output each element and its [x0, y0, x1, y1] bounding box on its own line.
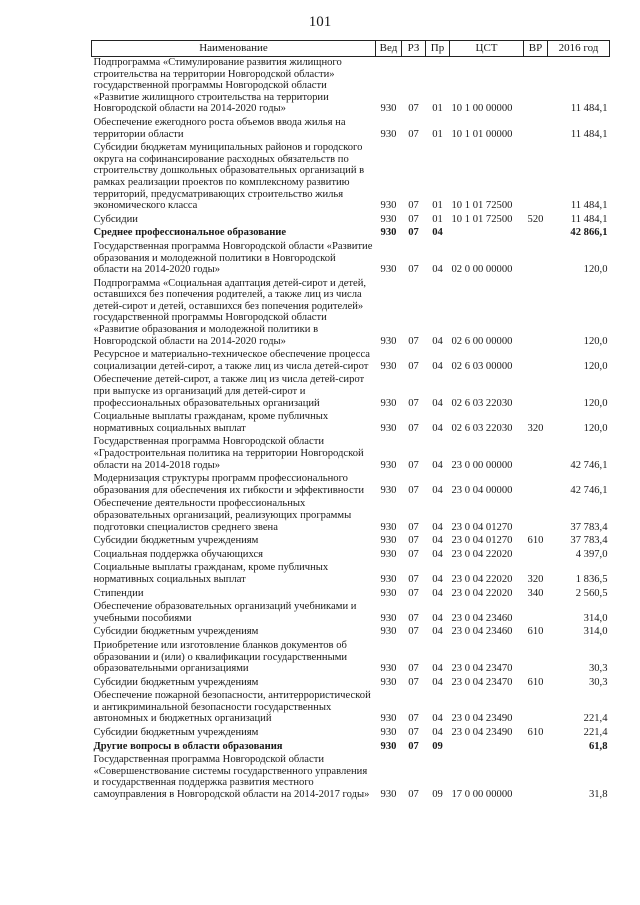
row-pr: 04	[432, 713, 443, 725]
row-cst: 17 0 00 00000	[451, 789, 513, 801]
row-ved: 930	[380, 676, 397, 688]
row-vr: 320	[527, 573, 544, 585]
row-ved: 930	[380, 484, 397, 496]
row-amount: 120,0	[583, 360, 608, 372]
page-number: 101	[308, 14, 332, 30]
header-pr: Пр	[426, 41, 450, 57]
row-vr: 320	[527, 422, 544, 434]
row-amount: 221,4	[583, 727, 608, 739]
table-header	[92, 41, 610, 57]
row-rz: 07	[408, 535, 419, 547]
row-rz: 07	[408, 103, 419, 115]
row-cst: 02 6 00 00000	[451, 335, 513, 347]
row-ved: 930	[380, 335, 397, 347]
row-vr	[524, 117, 548, 142]
row-amount: 221,4	[583, 713, 608, 725]
row-pr: 04	[432, 264, 443, 276]
row-amount: 11 484,1	[570, 128, 608, 140]
row-name: Стипендии	[93, 587, 144, 599]
row-ved: 930	[380, 459, 397, 471]
row-amount: 30,3	[588, 663, 608, 675]
table-row	[92, 626, 610, 640]
row-name: Государственная программа Новгородской области «Совершенствование системы государственного управления и государственная поддержка развития местного самоуправления в Новгородской области на 2014-2017 годы»	[93, 754, 370, 801]
table-row	[92, 549, 610, 563]
row-cst	[450, 227, 524, 241]
row-amount: 314,0	[583, 626, 608, 638]
row-rz: 07	[408, 227, 419, 239]
section-row	[92, 227, 610, 241]
table-row	[92, 473, 610, 498]
row-ved: 930	[380, 789, 397, 801]
row-pr: 04	[432, 626, 443, 638]
row-cst: 02 6 03 00000	[451, 360, 513, 372]
row-vr	[524, 349, 548, 374]
row-cst: 23 0 04 22020	[451, 587, 513, 599]
row-name: Государственная программа Новгородской области «Развитие образования и молодежной политики в Новгородской области на 2014-2020 годы»	[93, 240, 373, 276]
row-pr: 04	[432, 727, 443, 739]
table-row	[92, 640, 610, 677]
row-name: Обеспечение пожарной безопасности, антитеррористической и антикриминальной безопасности государственных автономных и бюджетных организаций	[93, 690, 371, 725]
section-row	[92, 741, 610, 755]
row-amount: 42 866,1	[570, 227, 608, 239]
row-rz: 07	[408, 397, 419, 409]
row-pr: 04	[432, 360, 443, 372]
row-name: Модернизация структуры программ профессионального образования для обеспечения их гибкости и эффективности	[93, 473, 364, 496]
row-rz: 07	[408, 573, 419, 585]
row-rz: 07	[408, 335, 419, 347]
row-vr	[524, 690, 548, 727]
row-cst: 23 0 04 01270	[451, 521, 513, 533]
table-row	[92, 411, 610, 436]
row-rz: 07	[408, 713, 419, 725]
row-amount: 37 783,4	[570, 521, 608, 533]
row-pr: 04	[432, 663, 443, 675]
row-cst: 23 0 04 23490	[451, 727, 513, 739]
row-amount: 120,0	[583, 422, 608, 434]
row-ved: 930	[380, 227, 397, 239]
row-vr: 610	[527, 626, 544, 638]
row-pr: 04	[432, 484, 443, 496]
row-rz: 07	[408, 484, 419, 496]
row-pr: 04	[432, 573, 443, 585]
row-vr: 610	[527, 535, 544, 547]
header-cst: ЦСТ	[450, 41, 524, 57]
row-ved: 930	[380, 397, 397, 409]
row-rz: 07	[408, 521, 419, 533]
row-vr	[524, 436, 548, 473]
row-amount: 11 484,1	[570, 103, 608, 115]
row-amount: 61,8	[588, 740, 608, 752]
row-cst: 23 0 04 23490	[451, 713, 513, 725]
row-name: Субсидии бюджетам муниципальных районов и городского округа на софинансирование расходных обязательств по строительству дошкольных образовательных организаций в рамках реализации проектов по комплексному развитию территорий, предусматривающих строительство жилья экономического класса	[93, 142, 365, 212]
row-amount: 314,0	[583, 612, 608, 624]
table-row	[92, 498, 610, 535]
row-name: Субсидии бюджетным учреждениям	[93, 727, 259, 739]
row-rz: 07	[408, 264, 419, 276]
row-name: Субсидии бюджетным учреждениям	[93, 676, 259, 688]
row-pr: 04	[432, 676, 443, 688]
row-ved: 930	[380, 740, 397, 752]
row-amount: 2 560,5	[575, 587, 608, 599]
row-vr	[524, 640, 548, 677]
row-cst: 23 0 04 23470	[451, 676, 513, 688]
row-amount: 31,8	[588, 789, 608, 801]
row-rz: 07	[408, 459, 419, 471]
row-cst: 02 0 00 00000	[451, 264, 513, 276]
row-ved: 930	[380, 573, 397, 585]
budget-table	[91, 40, 610, 803]
row-name: Ресурсное и материально-техническое обеспечение процесса социализации детей-сирот, а также лиц из числа детей-сирот	[93, 349, 370, 372]
row-amount: 30,3	[588, 676, 608, 688]
row-cst: 02 6 03 22030	[451, 397, 513, 409]
row-cst: 23 0 04 23460	[451, 626, 513, 638]
row-cst	[450, 741, 524, 755]
row-name: Приобретение или изготовление бланков документов об образовании и (или) о квалификации государственными образовательными организациями	[93, 639, 348, 675]
row-amount: 42 746,1	[570, 484, 608, 496]
row-rz: 07	[408, 128, 419, 140]
row-amount: 1 836,5	[575, 573, 608, 585]
row-cst: 23 0 04 00000	[451, 484, 513, 496]
table-row	[92, 214, 610, 228]
row-vr: 520	[527, 213, 544, 225]
row-vr: 340	[527, 587, 544, 599]
row-amount: 42 746,1	[570, 459, 608, 471]
row-amount: 37 783,4	[570, 535, 608, 547]
row-ved: 930	[380, 548, 397, 560]
row-pr: 01	[432, 213, 443, 225]
row-cst: 23 0 00 00000	[451, 459, 513, 471]
table-body	[92, 57, 610, 803]
row-ved: 930	[380, 200, 397, 212]
row-name: Субсидии бюджетным учреждениям	[93, 626, 259, 638]
table-row	[92, 601, 610, 626]
row-name: Обеспечение деятельности профессиональных образовательных организаций, реализующих программы подготовки специалистов среднего звена	[93, 498, 352, 533]
row-ved: 930	[380, 521, 397, 533]
row-pr: 04	[432, 548, 443, 560]
row-pr: 09	[432, 740, 443, 752]
row-pr: 09	[432, 789, 443, 801]
table-row	[92, 117, 610, 142]
row-ved: 930	[380, 535, 397, 547]
row-pr: 04	[432, 521, 443, 533]
row-cst: 10 1 01 00000	[451, 128, 513, 140]
row-name: Другие вопросы в области образования	[93, 740, 283, 752]
row-pr: 01	[432, 128, 443, 140]
row-vr	[524, 57, 548, 117]
row-ved: 930	[380, 422, 397, 434]
row-name: Среднее профессиональное образование	[93, 227, 287, 239]
row-pr: 04	[432, 422, 443, 434]
row-rz: 07	[408, 422, 419, 434]
table-row	[92, 588, 610, 602]
header-vr: ВР	[524, 41, 548, 57]
row-amount: 11 484,1	[570, 200, 608, 212]
table-row	[92, 241, 610, 278]
row-pr: 04	[432, 459, 443, 471]
row-name: Государственная программа Новгородской области «Градостроительная политика на территории Новгородской области на 2014-2018 годы»	[93, 436, 364, 471]
row-name: Субсидии бюджетным учреждениям	[93, 535, 259, 547]
row-name: Субсидии	[93, 213, 138, 225]
row-vr	[524, 754, 548, 802]
row-cst: 02 6 03 22030	[451, 422, 513, 434]
row-rz: 07	[408, 200, 419, 212]
row-name: Социальные выплаты гражданам, кроме публичных нормативных социальных выплат	[93, 411, 329, 434]
row-pr: 04	[432, 612, 443, 624]
row-vr	[524, 241, 548, 278]
row-pr: 04	[432, 227, 443, 239]
row-rz: 07	[408, 548, 419, 560]
row-vr	[524, 549, 548, 563]
row-vr	[524, 601, 548, 626]
table-row	[92, 349, 610, 374]
header-name: Наименование	[92, 41, 376, 57]
row-amount: 120,0	[583, 264, 608, 276]
row-vr	[524, 227, 548, 241]
row-name: Обеспечение ежегодного роста объемов ввода жилья на территории области	[93, 116, 346, 140]
row-pr: 01	[432, 200, 443, 212]
row-rz: 07	[408, 587, 419, 599]
row-ved: 930	[380, 663, 397, 675]
row-rz: 07	[408, 626, 419, 638]
row-rz: 07	[408, 360, 419, 372]
row-cst: 10 1 00 00000	[451, 103, 513, 115]
row-ved: 930	[380, 713, 397, 725]
row-cst: 23 0 04 23460	[451, 612, 513, 624]
row-name: Обеспечение детей-сирот, а также лиц из числа детей-сирот при выпуске из организаций для детей-сирот и профессиональных образовательных организаций	[93, 374, 365, 409]
table-row	[92, 374, 610, 411]
row-cst: 10 1 01 72500	[451, 213, 513, 225]
row-pr: 04	[432, 397, 443, 409]
row-name: Подпрограмма «Стимулирование развития жилищного строительства на территории Новгородской области» государственной программы Новгородской области «Развитие жилищного строительства на территории Новгородской области на 2014-2020 годы»	[93, 57, 342, 115]
row-ved: 930	[380, 264, 397, 276]
row-rz: 07	[408, 727, 419, 739]
row-rz: 07	[408, 612, 419, 624]
row-ved: 930	[380, 213, 397, 225]
row-ved: 930	[380, 626, 397, 638]
row-vr	[524, 278, 548, 350]
row-rz: 07	[408, 663, 419, 675]
row-cst: 23 0 04 23470	[451, 663, 513, 675]
row-amount: 4 397,0	[575, 548, 608, 560]
table-row	[92, 562, 610, 587]
table-row	[92, 57, 610, 117]
row-vr	[524, 142, 548, 214]
header-rz: РЗ	[402, 41, 426, 57]
row-ved: 930	[380, 612, 397, 624]
row-pr: 04	[432, 587, 443, 599]
table-row	[92, 690, 610, 727]
row-ved: 930	[380, 103, 397, 115]
table-row	[92, 142, 610, 214]
row-cst: 23 0 04 01270	[451, 535, 513, 547]
row-name: Подпрограмма «Социальная адаптация детей-сирот и детей, оставшихся без попечения родителей, а также лиц из числа детей-сирот и детей, оставшихся без попечения родителей» государственной программы Новгородской области «Развитие образования и молодежной политики в Новгородской области на 2014-2020 годы»	[93, 277, 367, 347]
row-ved: 930	[380, 128, 397, 140]
row-vr	[524, 498, 548, 535]
row-rz: 07	[408, 676, 419, 688]
table-row	[92, 278, 610, 350]
row-vr: 610	[527, 676, 544, 688]
row-rz: 07	[408, 213, 419, 225]
row-name: Социальные выплаты гражданам, кроме публичных нормативных социальных выплат	[93, 562, 329, 585]
row-cst: 23 0 04 22020	[451, 548, 513, 560]
row-pr: 04	[432, 335, 443, 347]
row-ved: 930	[380, 727, 397, 739]
row-amount: 120,0	[583, 397, 608, 409]
table-row	[92, 535, 610, 549]
row-name: Социальная поддержка обучающихся	[93, 548, 264, 560]
row-vr	[524, 374, 548, 411]
row-rz: 07	[408, 789, 419, 801]
row-pr: 01	[432, 103, 443, 115]
table-row	[92, 677, 610, 691]
row-pr: 04	[432, 535, 443, 547]
table-row	[92, 754, 610, 802]
row-rz: 07	[408, 740, 419, 752]
row-amount: 11 484,1	[570, 213, 608, 225]
row-cst: 23 0 04 22020	[451, 573, 513, 585]
row-ved: 930	[380, 360, 397, 372]
header-ved: Вед	[376, 41, 402, 57]
row-name: Обеспечение образовательных организаций учебниками и учебными пособиями	[93, 601, 357, 624]
row-cst: 10 1 01 72500	[451, 200, 513, 212]
row-ved: 930	[380, 587, 397, 599]
table-row	[92, 436, 610, 473]
row-vr	[524, 741, 548, 755]
row-vr	[524, 473, 548, 498]
row-amount: 120,0	[583, 335, 608, 347]
table-row	[92, 727, 610, 741]
row-vr: 610	[527, 727, 544, 739]
header-year: 2016 год	[548, 41, 610, 57]
